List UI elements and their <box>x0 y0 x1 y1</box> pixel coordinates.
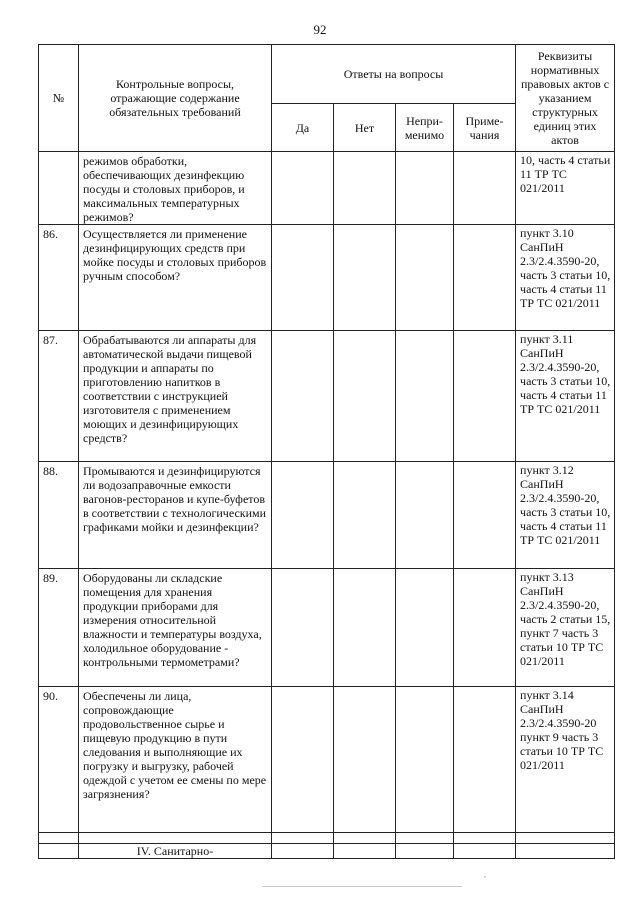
row-question: Обеспечены ли лица, сопровождающие продовольственное сырье и пищевую продукцию в пути следования и выполняющие их погрузку и выгрузку, рабочей одеждой с учетом ее смены по мере загрязнения? <box>79 687 272 833</box>
answer-yes-cell[interactable] <box>272 225 334 331</box>
row-requisites: пункт 3.13 СанПиН 2.3/2.4.3590-20, часть 2 статьи 15, пункт 7 часть 3 статьи 10 ТР ТС 021/2011 <box>516 569 615 687</box>
row-number: 90. <box>39 687 79 833</box>
checklist-table <box>38 44 615 859</box>
row-question: Обрабатываются ли аппараты для автоматической выдачи пищевой продукции и аппараты по приготовлению напитков в соответствии с инструкцией изготовителя с применением моющих и дезинфицирующих средств? <box>79 331 272 462</box>
answer-no-cell[interactable] <box>334 331 396 462</box>
header-yes: Да <box>272 104 334 152</box>
row-question: Осуществляется ли применение дезинфицирующих средств при мойке посуды и столовых приборов ручным способом? <box>79 225 272 331</box>
answer-no-cell[interactable] <box>334 225 396 331</box>
scan-footer-line <box>262 886 462 887</box>
header-notes: Приме-чания <box>454 104 516 152</box>
row-question: Оборудованы ли складские помещения для хранения продукции приборами для измерения относительной влажности и температуры воздуха, холодильное оборудование - контрольными термометрами? <box>79 569 272 687</box>
answer-note-cell[interactable] <box>454 331 516 462</box>
answer-na-cell[interactable] <box>396 225 454 331</box>
row-question: Промываются и дезинфицируются ли водозаправочные емкости вагонов-ресторанов и купе-буфетов в соответствии с технологическими графиками мойки и дезинфекции? <box>79 462 272 569</box>
answer-no-cell[interactable] <box>334 687 396 833</box>
table-row-spacer <box>39 833 615 844</box>
table-row <box>39 152 615 225</box>
header-row-top <box>39 45 615 104</box>
row-requisites: пункт 3.12 СанПиН 2.3/2.4.3590-20, часть 3 статьи 10, часть 4 статьи 11 ТР ТС 021/2011 <box>516 462 615 569</box>
row-number: 86. <box>39 225 79 331</box>
answer-na-cell[interactable] <box>396 687 454 833</box>
answer-yes-cell[interactable] <box>272 687 334 833</box>
header-not-applicable: Непри-менимо <box>396 104 454 152</box>
row-requisites: пункт 3.10 СанПиН 2.3/2.4.3590-20, часть 3 статьи 10, часть 4 статьи 11 ТР ТС 021/2011 <box>516 225 615 331</box>
table-row <box>39 331 615 462</box>
section-row <box>39 844 615 859</box>
answer-yes-cell[interactable] <box>272 569 334 687</box>
header-answers: Ответы на вопросы <box>272 45 516 104</box>
row-requisites: 10, часть 4 статьи 11 ТР ТС 021/2011 <box>516 152 615 225</box>
row-question: режимов обработки, обеспечивающих дезинфекцию посуды и столовых приборов, и максимальных температурных режимов? <box>79 152 272 225</box>
answer-note-cell[interactable] <box>454 462 516 569</box>
table-row <box>39 225 615 331</box>
section-heading: IV. Санитарно- <box>79 844 272 859</box>
answer-no-cell[interactable] <box>334 152 396 225</box>
row-number: 88. <box>39 462 79 569</box>
header-number: № <box>39 45 79 152</box>
scan-speck <box>484 876 486 878</box>
answer-yes-cell[interactable] <box>272 152 334 225</box>
answer-note-cell[interactable] <box>454 569 516 687</box>
row-number <box>39 152 79 225</box>
answer-na-cell[interactable] <box>396 331 454 462</box>
table-row <box>39 569 615 687</box>
table-row <box>39 687 615 833</box>
header-no: Нет <box>334 104 396 152</box>
row-requisites: пункт 3.14 СанПиН 2.3/2.4.3590-20 пункт 9 часть 3 статьи 10 ТР ТС 021/2011 <box>516 687 615 833</box>
row-requisites: пункт 3.11 СанПиН 2.3/2.4.3590-20, часть 3 статьи 10, часть 4 статьи 11 ТР ТС 021/2011 <box>516 331 615 462</box>
page-number: 92 <box>313 22 327 37</box>
header-question: Контрольные вопросы, отражающие содержание обязательных требований <box>79 45 272 152</box>
answer-na-cell[interactable] <box>396 152 454 225</box>
answer-no-cell[interactable] <box>334 569 396 687</box>
header-requisites: Реквизиты нормативных правовых актов с указанием структурных единиц этих актов <box>516 45 615 152</box>
row-number: 87. <box>39 331 79 462</box>
table-row <box>39 462 615 569</box>
answer-no-cell[interactable] <box>334 462 396 569</box>
answer-note-cell[interactable] <box>454 152 516 225</box>
answer-note-cell[interactable] <box>454 687 516 833</box>
answer-note-cell[interactable] <box>454 225 516 331</box>
row-number: 89. <box>39 569 79 687</box>
answer-yes-cell[interactable] <box>272 331 334 462</box>
answer-yes-cell[interactable] <box>272 462 334 569</box>
answer-na-cell[interactable] <box>396 569 454 687</box>
answer-na-cell[interactable] <box>396 462 454 569</box>
